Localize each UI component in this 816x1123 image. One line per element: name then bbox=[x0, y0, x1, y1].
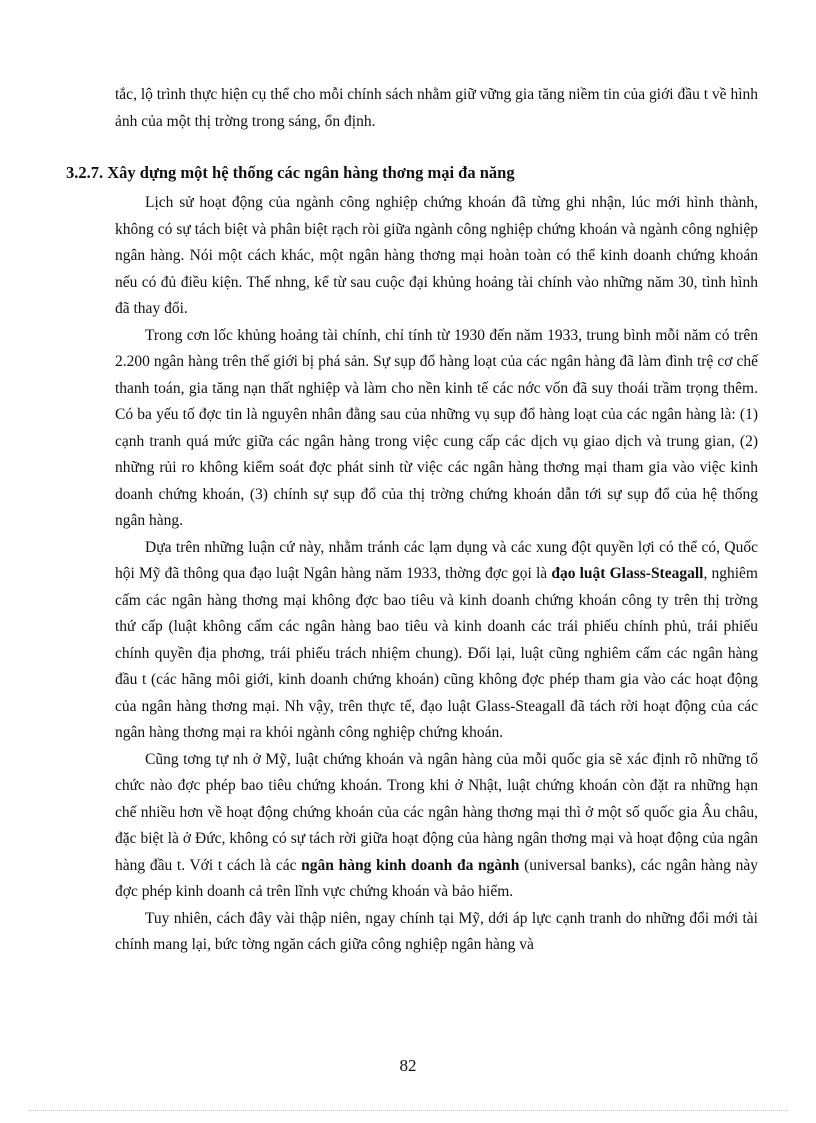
continuation-text: tắc, lộ trình thực hiện cụ thể cho mỗi chính sách nhằm giữ vững gia tăng niềm tin của giới đầu t về hình ảnh của một thị trờng trong sáng, ổn định. bbox=[115, 86, 758, 130]
paragraph-crisis bbox=[115, 323, 758, 535]
paragraph-text: Cũng tơng tự nh ở Mỹ, luật chứng khoán và ngân hàng của mỗi quốc gia sẽ xác định rõ những tổ chức nào đợc phép bao tiêu chứng khoán. Trong khi ở Nhật, luật chứng khoán còn đặt ra những hạn chế nhiều hơn về hoạt động chứng khoán của các ngân hàng thơng mại thì ở một số quốc gia Âu châu, đặc biệt là ở Đức, không có sự tách rời giữa hoạt động của hàng ngân thơng mại và hoạt động của ngân hàng đầu t. Với t cách là các bbox=[115, 750, 758, 874]
paragraph-text: Tuy nhiên, cách đây vài thập niên, ngay chính tại Mỹ, dới áp lực cạnh tranh do những đổi mới tài chính mang lại, bức tờng ngăn cách giữa công nghiệp ngân hàng và bbox=[115, 909, 758, 953]
bold-term-glass-steagall: đạo luật Glass-Steagall bbox=[551, 565, 704, 582]
page-bottom-divider bbox=[28, 1110, 788, 1111]
section-heading: 3.2.7. Xây dựng một hệ thống các ngân hàng thơng mại đa năng bbox=[66, 163, 515, 182]
continuation-paragraph bbox=[115, 82, 758, 135]
paragraph-recent bbox=[115, 906, 758, 959]
paragraph-text: Trong cơn lốc khủng hoảng tài chính, chỉ tính từ 1930 đến năm 1933, trung bình mỗi năm có trên 2.200 ngân hàng trên thế giới bị phá sản. Sự sụp đổ hàng loạt của các ngân hàng đã làm đình trệ cơ chế thanh toán, gia tăng nạn thất nghiệp và làm cho nền kinh tế các nớc vốn đã suy thoái trầm trọng thêm. Có ba yếu tố đợc tin là nguyên nhân đằng sau của những vụ sụp đổ hàng loạt của các ngân hàng là: (1) cạnh tranh quá mức giữa các ngân hàng trong việc cung cấp các dịch vụ giao dịch và trung gian, (2) những rủi ro không kiểm soát đợc phát sinh từ việc các ngân hàng thơng mại tham gia vào việc kinh doanh chứng khoán, (3) chính sự sụp đổ của thị trờng chứng khoán dẫn tới sự sụp đổ của hệ thống ngân hàng. bbox=[115, 326, 758, 529]
paragraph-text: (universal banks), các ngân hàng này đợc phép kinh doanh cả trên lĩnh vực chứng khoán và bảo hiểm. bbox=[115, 856, 758, 900]
paragraph-history bbox=[115, 190, 758, 323]
paragraph-glass-steagall bbox=[115, 535, 758, 747]
paragraph-text: Dựa trên những luận cứ này, nhằm tránh các lạm dụng và các xung đột quyền lợi có thể có, Quốc hội Mỹ đã thông qua đạo luật Ngân hàng năm 1933, thờng đợc gọi là bbox=[115, 538, 758, 582]
paragraph-universal-banks bbox=[115, 747, 758, 906]
paragraph-text: Lịch sử hoạt động của ngành công nghiệp chứng khoán đã từng ghi nhận, lúc mới hình thành, không có sự tách biệt và phân biệt rạch ròi giữa ngành công nghiệp chứng khoán và ngành công nghiệp ngân hàng. Nói một cách khác, một ngân hàng thơng mại hoàn toàn có thể kinh doanh chứng khoán nếu có đủ điều kiện. Thế nhng, kể từ sau cuộc đại khủng hoảng tài chính vào những năm 30, tình hình đã thay đổi. bbox=[115, 194, 758, 317]
section-body bbox=[115, 190, 758, 959]
bold-term-universal-banks: ngân hàng kinh doanh đa ngành bbox=[301, 856, 520, 874]
page-number: 82 bbox=[399, 1056, 417, 1075]
paragraph-text: , nghiêm cấm các ngân hàng thơng mại không đợc bao tiêu và kinh doanh chứng khoán công ty trên thị trờng thứ cấp (luật không cấm các ngân hàng bao tiêu và kinh doanh các trái phiếu chính phủ, trái phiếu chính quyền địa phơng, trái phiếu trách nhiệm chung). Đổi lại, luật cũng nghiêm cấm các ngân hàng đầu t (các hãng môi giới, kinh doanh chứng khoán) cũng không đợc phép tham gia vào các hoạt động của ngân hàng thơng mại. Nh vậy, trên thực tế, đạo luật Glass-Steagall đã tách rời hoạt động của các ngân hàng thơng mại ra khỏi ngành công nghiệp chứng khoán. bbox=[115, 565, 758, 741]
